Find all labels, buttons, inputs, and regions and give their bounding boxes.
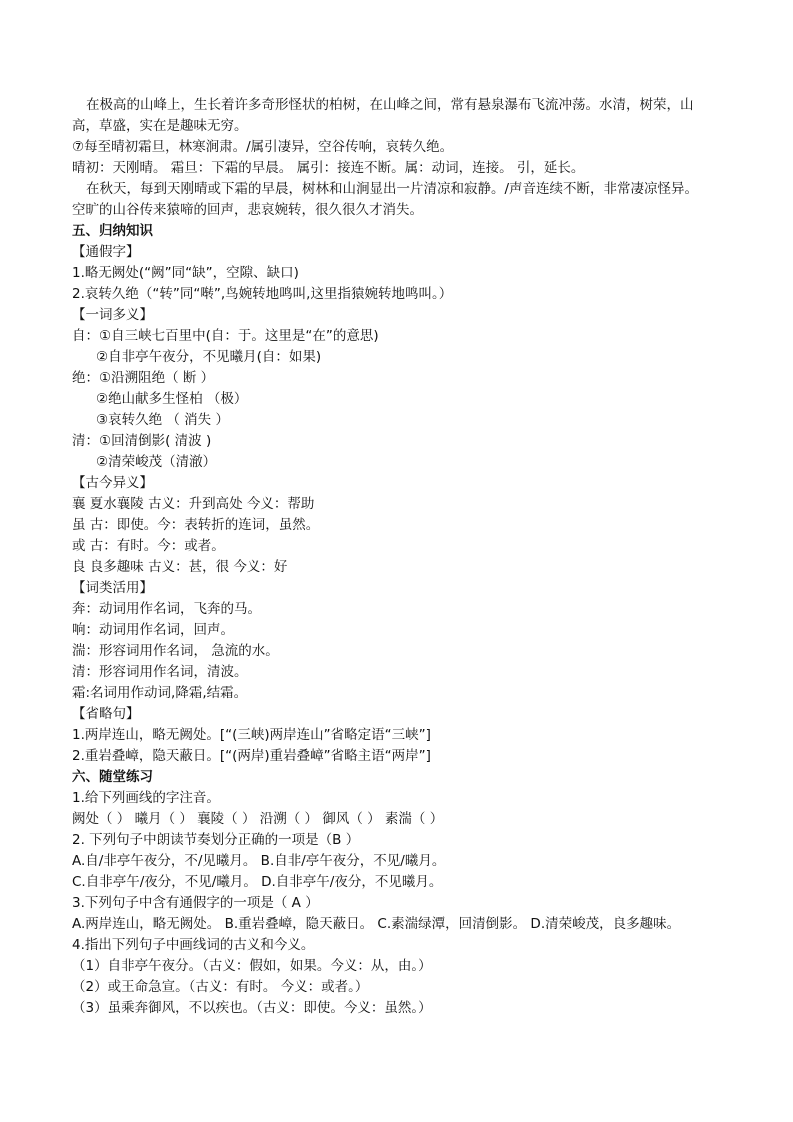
answer-option: C.自非亭午/夜分，不见/曦月。 D.自非亭午/夜分，不见曦月。 bbox=[72, 874, 443, 890]
question: 1.给下列画线的字注音。 bbox=[72, 790, 220, 806]
subsection-heading: 【通假字】 bbox=[72, 244, 140, 260]
question: 2. 下列句子中朗读节奏划分正确的一项是（B ） bbox=[72, 832, 360, 848]
subsection-heading: 【一词多义】 bbox=[72, 307, 153, 323]
original-text-line: ⑦每至晴初霜旦，林寒涧肃。/属引凄异，空谷传响，哀转久绝。 bbox=[72, 139, 454, 155]
answer-item: （3）虽乘奔御风，不以疾也。（古义：即使。今义：虽然。） bbox=[72, 1000, 432, 1016]
list-item: 奔：动词用作名词，飞奔的马。 bbox=[72, 601, 261, 617]
list-item: 1.两岸连山，略无阙处。[“(三峡)两岸连山”省略定语“三峡”] bbox=[72, 727, 431, 743]
question: 3.下列句子中含有通假字的一项是（ A ） bbox=[72, 895, 319, 911]
list-item: 清：形容词用作名词，清波。 bbox=[72, 664, 248, 680]
list-item: ③哀转久绝 （ 消失 ） bbox=[96, 412, 229, 428]
list-item: 2.哀转久绝（“转”同“啭”,鸟婉转地鸣叫,这里指猿婉转地鸣叫。） bbox=[72, 286, 453, 302]
paragraph-line: 高，草盛，实在是趣味无穷。 bbox=[72, 118, 248, 134]
list-item: 自：①自三峡七百里中(自：于。这里是“在”的意思) bbox=[72, 328, 379, 344]
paragraph-line: 在秋天，每到天刚晴或下霜的早晨，树林和山涧显出一片清凉和寂静。/声音连续不断，非常凄凉怪异。 bbox=[86, 181, 699, 197]
list-item: 2.重岩叠嶂，隐天蔽日。[“(两岸)重岩叠嶂”省略主语“两岸”] bbox=[72, 748, 431, 764]
list-item: ②清荣峻茂（清澈） bbox=[96, 454, 217, 470]
subsection-heading: 【省略句】 bbox=[72, 706, 140, 722]
answer-option: A.两岸连山，略无阙处。 B.重岩叠嶂，隐天蔽日。 C.素湍绿潭，回清倒影。 D.清荣峻茂，良多趣味。 bbox=[72, 916, 681, 932]
section-heading: 五、归纳知识 bbox=[72, 223, 153, 239]
list-item: 襄 夏水襄陵 古义：升到高处 今义：帮助 bbox=[72, 496, 315, 512]
answer-option: A.自/非亭午夜分，不/见曦月。 B.自非/亭午夜分，不见/曦月。 bbox=[72, 853, 446, 869]
question: 4.指出下列句子中画线词的古义和今义。 bbox=[72, 937, 315, 953]
list-item: 或 古：有时。今：或者。 bbox=[72, 538, 225, 554]
answer-blanks: 阙处（ ） 曦月（ ） 襄陵（ ） 沿溯（ ） 御风（ ） 素湍（ ） bbox=[72, 811, 444, 827]
list-item: 虽 古：即使。今：表转折的连词，虽然。 bbox=[72, 517, 320, 533]
list-item: 响：动词用作名词，回声。 bbox=[72, 622, 234, 638]
list-item: 霜:名词用作动词,降霜,结霜。 bbox=[72, 685, 248, 701]
list-item: 清：①回清倒影( 清波 ) bbox=[72, 433, 212, 449]
paragraph-line: 在极高的山峰上，生长着许多奇形怪状的柏树，在山峰之间，常有悬泉瀑布飞流冲荡。水清，树荣，山 bbox=[86, 97, 694, 113]
list-item: 良 良多趣味 古义：甚，很 今义：好 bbox=[72, 559, 288, 575]
list-item: 湍：形容词用作名词， 急流的水。 bbox=[72, 643, 279, 659]
section-heading: 六、随堂练习 bbox=[72, 769, 153, 785]
list-item: 1.略无阙处(“阙”同“缺”，空隙、缺口) bbox=[72, 265, 299, 281]
answer-item: （2）或王命急宣。（古义：有时。 今义：或者。） bbox=[72, 979, 369, 995]
list-item: 绝：①沿溯阻绝（ 断 ） bbox=[72, 370, 215, 386]
answer-item: （1）自非亭午夜分。（古义：假如，如果。今义：从，由。） bbox=[72, 958, 432, 974]
paragraph-line: 空旷的山谷传来猿啼的回声，悲哀婉转，很久很久才消失。 bbox=[72, 202, 423, 218]
list-item: ②自非亭午夜分，不见曦月(自：如果) bbox=[96, 349, 322, 365]
list-item: ②绝山献多生怪柏 （极） bbox=[96, 391, 248, 407]
annotation-line: 晴初：天刚晴。 霜旦：下霜的早晨。 属引：接连不断。属：动词，连接。 引，延长。 bbox=[72, 160, 585, 176]
subsection-heading: 【古今异义】 bbox=[72, 475, 153, 491]
subsection-heading: 【词类活用】 bbox=[72, 580, 153, 596]
